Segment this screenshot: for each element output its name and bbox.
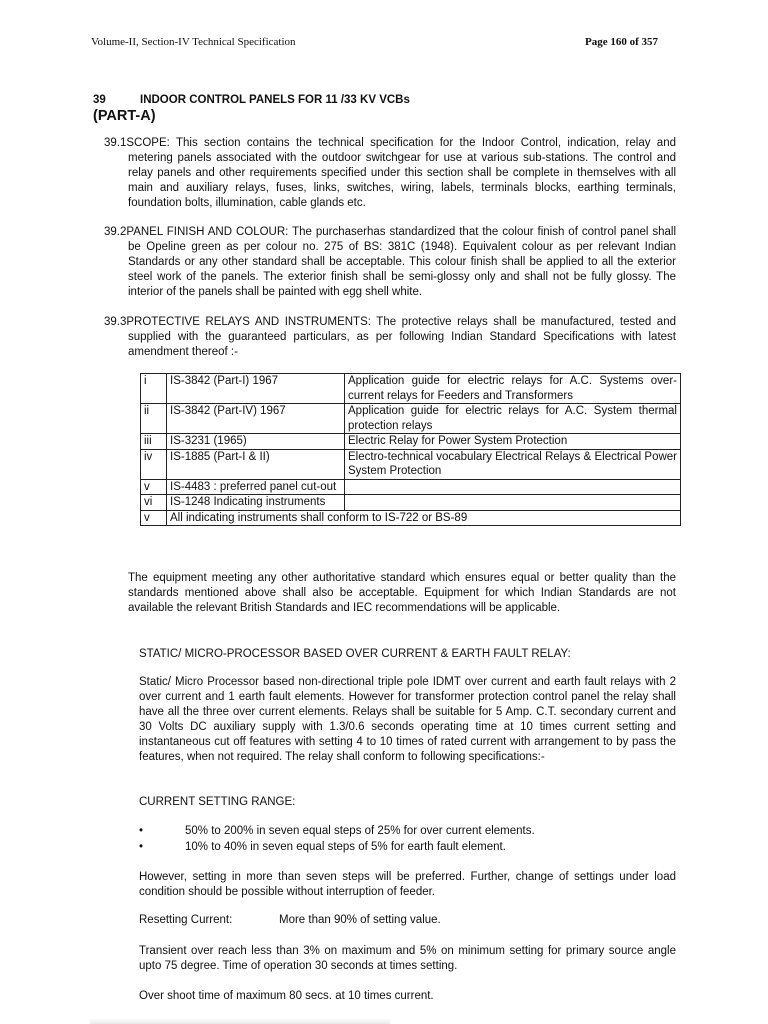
page-number: Page 160 of 357 xyxy=(585,36,659,48)
row-index: vi xyxy=(141,495,167,511)
finish-paragraph: 39.2PANEL FINISH AND COLOUR: The purchaserhas standardized that the colour finish of control panel shall be Opeline green as per colour no. 275 of BS: 381C (1948). Equivalent colour as per relevant Indian Standards or any other standard shall be acceptable. This colour finish shall be applied to all the exterior steel work of the panels. The exterior finish shall be semi-glossy only and shall not be fully glossy. The interior of the panels shall be painted with egg shell white. xyxy=(104,226,676,298)
table-row xyxy=(141,434,681,450)
row-index: i xyxy=(141,374,167,404)
resetting-value: More than 90% of setting value. xyxy=(279,914,441,926)
list-item xyxy=(139,840,535,856)
standard-description: Application guide for electric relays for A.C. System thermal protection relays xyxy=(345,404,681,434)
table-row xyxy=(141,404,681,434)
resetting-label: Resetting Current: xyxy=(139,914,233,926)
table-row xyxy=(141,449,681,479)
overshoot-text: Over shoot time of maximum 80 secs. at 10 times current. xyxy=(139,990,434,1002)
bullet-icon: • xyxy=(139,825,144,837)
standard-description: Electro-technical vocabulary Electrical Relays & Electrical Power System Protection xyxy=(345,449,681,479)
row-index: v xyxy=(141,510,167,526)
bullet-text: 10% to 40% in seven equal steps of 5% for earth fault element. xyxy=(185,840,506,853)
standard-code: IS-1885 (Part-I & II) xyxy=(167,449,345,479)
standard-code: IS-3231 (1965) xyxy=(167,434,345,450)
range-heading: CURRENT SETTING RANGE: xyxy=(139,796,296,808)
list-item xyxy=(139,824,535,840)
bullet-text: 50% to 200% in seven equal steps of 25% for over current elements. xyxy=(185,825,535,837)
settings-note: However, setting in more than seven steps will be preferred. Further, change of settings under load condition should be possible without interruption of feeder. xyxy=(139,871,676,898)
standards-table xyxy=(140,373,681,526)
bullet-list xyxy=(139,824,535,855)
footer-fade xyxy=(90,1018,390,1024)
standard-code: IS-3842 (Part-IV) 1967 xyxy=(167,404,345,434)
section-title: INDOOR CONTROL PANELS FOR 11 /33 KV VCBs xyxy=(140,94,410,106)
part-label: (PART-A) xyxy=(93,108,156,124)
table-row xyxy=(141,374,681,404)
table-row xyxy=(141,495,681,511)
standard-description: Electric Relay for Power System Protection xyxy=(345,434,681,450)
standard-description xyxy=(345,479,681,495)
bullet-icon: • xyxy=(139,840,144,853)
table-row xyxy=(141,479,681,495)
row-index: v xyxy=(141,479,167,495)
row-index: iii xyxy=(141,434,167,450)
row-index: iv xyxy=(141,449,167,479)
section-number: 39 xyxy=(93,94,106,106)
relay-description: Static/ Micro Processor based non-directional triple pole IDMT over current and earth fault relays with 2 over current and 1 earth fault elements. However for transformer protection control panel the relay shall have all the three over current elements. Relays shall be suitable for 5 Amp. C.T. secondary current and 30 Volts DC auxiliary supply with 1.3/0.6 seconds operating time at 10 times current setting and instantaneous cut off features with setting 4 to 10 times of rated current with arrangement to by pass the features, when not required. The relay shall conform to following specifications:- xyxy=(139,676,676,763)
standard-code: IS-3842 (Part-I) 1967 xyxy=(167,374,345,404)
header-title: Volume-II, Section-IV Technical Specification xyxy=(91,36,296,48)
equivalent-standards-text: The equipment meeting any other authoritative standard which ensures equal or better quality than the standards mentioned above shall also be acceptable. Equipment for which Indian Standards are not available the relevant British Standards and IEC recommendations will be applicable. xyxy=(128,572,676,614)
transient-text: Transient over reach less than 3% on maximum and 5% on minimum setting for primary source angle upto 75 degree. Time of operation 30 seconds at times setting. xyxy=(139,945,676,972)
standard-code: All indicating instruments shall conform to IS-722 or BS-89 xyxy=(167,510,681,526)
scope-paragraph: 39.1SCOPE: This section contains the technical specification for the Indoor Control, indication, relay and metering panels associated with the outdoor switchgear for use at various sub-stations. The control and relay panels and other requirements specified under this section shall be complete in themselves with all main and auxiliary relays, fuses, links, switches, wiring, labels, terminals blocks, earthing terminals, foundation bolts, illumination, cable glands etc. xyxy=(104,137,676,209)
resetting-current xyxy=(139,914,441,926)
section-heading xyxy=(93,94,410,106)
standard-description: Application guide for electric relays for A.C. Systems over-current relays for Feeders and Transformers xyxy=(345,374,681,404)
table-row xyxy=(141,510,681,526)
row-index: ii xyxy=(141,404,167,434)
relay-heading: STATIC/ MICRO-PROCESSOR BASED OVER CURRENT & EARTH FAULT RELAY: xyxy=(139,648,571,660)
standard-code: IS-1248 Indicating instruments xyxy=(167,495,345,511)
relays-paragraph: 39.3PROTECTIVE RELAYS AND INSTRUMENTS: The protective relays shall be manufactured, tested and supplied with the guaranteed particulars, as per following Indian Standard Specifications with latest amendment thereof :- xyxy=(104,316,676,358)
standard-description xyxy=(345,495,681,511)
standard-code: IS-4483 : preferred panel cut-out xyxy=(167,479,345,495)
